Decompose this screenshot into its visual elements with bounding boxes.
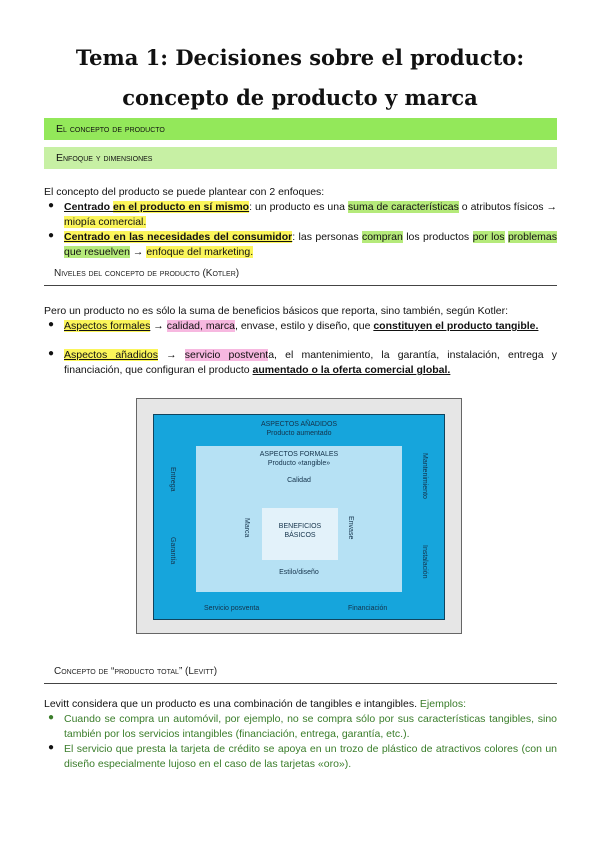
approaches-intro: El concepto del producto se puede plantear con 2 enfoques: bbox=[44, 186, 325, 198]
page-title-line2: concepto de producto y marca bbox=[122, 85, 478, 110]
diagram-mid-subtitle: Producto «tangible» bbox=[267, 460, 331, 467]
bullet-icon: ● bbox=[48, 230, 55, 241]
diagram-estilo: Estilo/diseño bbox=[279, 569, 319, 576]
total-heading: Concepto de “producto total” (Levitt) bbox=[54, 666, 218, 677]
diagram-outer-ring bbox=[153, 414, 445, 620]
diagram-instalacion: Instalación bbox=[421, 545, 428, 579]
divider bbox=[44, 683, 557, 684]
diagram-marca: Marca bbox=[243, 518, 250, 538]
diagram-outer-title: ASPECTOS AÑADIDOS bbox=[260, 421, 338, 428]
total-item-2: El servicio que presta la tarjeta de crédito se apoya en un trozo de plástico de atractivos colores (con un diseño especialmente lujoso en el caso de las tarjetas «oro»). bbox=[64, 743, 557, 770]
levels-2-c: servicio postvent bbox=[184, 349, 269, 361]
diagram-outer-subtitle: Producto aumentado bbox=[266, 430, 332, 437]
total-item-1: Cuando se compra un automóvil, por ejemplo, no se compra sólo por sus características tangibles, sino también por los servicios intangibles (financiación, entrega, garantía, etc.). bbox=[64, 713, 557, 740]
section-bar-approach bbox=[44, 147, 557, 169]
approach-2-h: enfoque del marketing. bbox=[146, 246, 254, 258]
section-bar-concept-label: El concepto de producto bbox=[56, 123, 165, 135]
diagram-entrega: Entrega bbox=[169, 467, 176, 492]
bullet-icon: ● bbox=[48, 200, 55, 211]
levels-1-d: , envase, estilo y diseño, que bbox=[235, 320, 374, 332]
product-levels-diagram bbox=[136, 398, 462, 634]
section-bar-concept bbox=[44, 118, 557, 140]
approach-2-g: → bbox=[129, 246, 147, 258]
bullet-icon: ● bbox=[48, 712, 55, 723]
levels-2-d: a, el mantenimiento, la garantía, instalación, entrega y financiación, que configuran el producto bbox=[64, 349, 557, 376]
bullet-icon: ● bbox=[48, 348, 55, 359]
levels-item-2 bbox=[64, 348, 557, 378]
diagram-financiacion: Financiación bbox=[348, 605, 388, 612]
diagram-mid-title: ASPECTOS FORMALES bbox=[259, 451, 339, 458]
diagram-middle-ring bbox=[196, 446, 402, 592]
diagram-core bbox=[262, 508, 338, 560]
approach-2-e: por los bbox=[472, 231, 505, 243]
levels-1-e: constituyen el producto tangible. bbox=[373, 320, 539, 332]
approach-1-d: suma de características bbox=[347, 201, 459, 213]
diagram-calidad: Calidad bbox=[287, 477, 311, 484]
approach-2-d: los productos bbox=[402, 231, 473, 243]
approach-2-a: Centrado en las necesidades del consumidor bbox=[64, 231, 293, 243]
diagram-servicio: Servicio posventa bbox=[204, 605, 260, 612]
diagram-garantia: Garantía bbox=[169, 537, 176, 565]
approach-1-a: Centrado bbox=[64, 201, 114, 213]
levels-heading: Niveles del concepto de producto (Kotler) bbox=[54, 268, 240, 279]
section-bar-approach-label: Enfoque y dimensiones bbox=[56, 152, 153, 164]
approach-1-b: en el producto en sí mismo bbox=[113, 201, 250, 213]
total-intro bbox=[44, 697, 557, 712]
approach-1-e: o atributos físicos → bbox=[458, 201, 557, 213]
approach-1-f: miopía comercial. bbox=[64, 216, 147, 228]
divider bbox=[44, 285, 557, 286]
levels-2-a: Aspectos añadidos bbox=[64, 349, 158, 361]
approach-2-c: compran bbox=[361, 231, 403, 243]
diagram-core-label: BENEFICIOS BÁSICOS bbox=[278, 523, 322, 539]
approach-2-f: problemas que resuelven bbox=[64, 231, 557, 258]
total-intro-a: Levitt considera que un producto es una combinación de tangibles e intangibles. bbox=[44, 698, 420, 710]
approach-2-b: : las personas bbox=[292, 231, 362, 243]
approach-item-1 bbox=[64, 200, 557, 230]
bullet-icon: ● bbox=[48, 742, 55, 753]
levels-intro: Pero un producto no es sólo la suma de beneficios básicos que reporta, sino también, según Kotler: bbox=[44, 305, 509, 317]
levels-1-c: calidad, marca bbox=[166, 320, 235, 332]
approach-item-2 bbox=[64, 230, 557, 260]
page-title-line1: Tema 1: Decisiones sobre el producto: bbox=[75, 45, 525, 70]
levels-1-b: → bbox=[150, 320, 167, 332]
diagram-envase: Envase bbox=[347, 516, 354, 540]
levels-2-e: aumentado o la oferta comercial global. bbox=[252, 364, 451, 376]
levels-2-b: → bbox=[157, 349, 185, 361]
diagram-mantenimiento: Mantenimiento bbox=[421, 453, 428, 499]
total-intro-b: Ejemplos: bbox=[419, 698, 467, 710]
approach-1-c: : un producto es una bbox=[249, 201, 348, 213]
bullet-icon: ● bbox=[48, 319, 55, 330]
levels-1-a: Aspectos formales bbox=[64, 320, 151, 332]
levels-item-1 bbox=[64, 319, 557, 334]
